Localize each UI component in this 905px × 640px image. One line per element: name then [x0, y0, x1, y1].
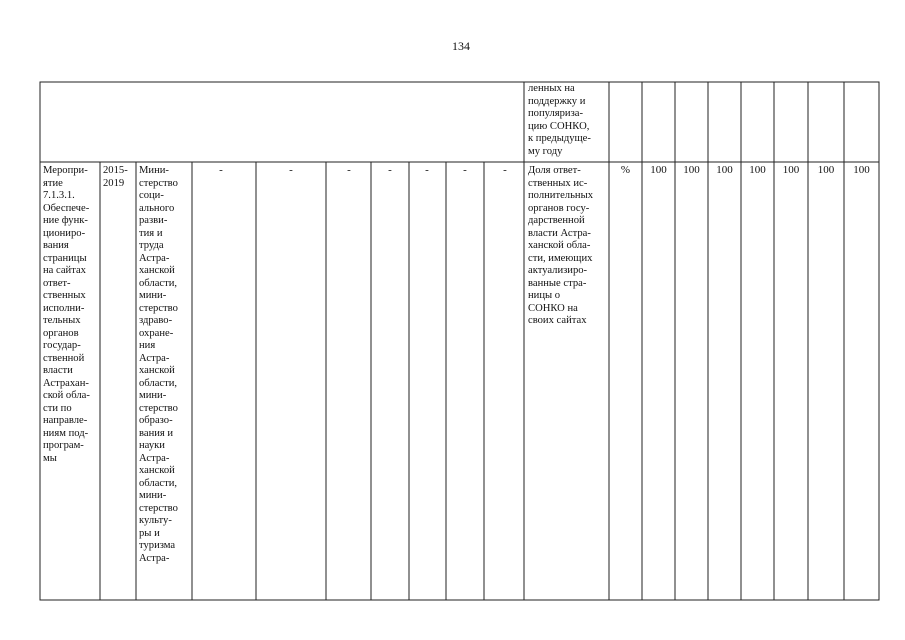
value-cell: 100 — [716, 164, 733, 176]
page-number: 134 — [452, 39, 470, 53]
funding-cell: - — [289, 164, 293, 176]
unit-cell: % — [620, 164, 631, 176]
activity-period: 2015- 2019 — [103, 165, 128, 189]
value-cell: 100 — [683, 164, 700, 176]
funding-cell: - — [463, 164, 467, 176]
funding-cell: - — [503, 164, 507, 176]
value-cell: 100 — [650, 164, 667, 176]
activity-executor: Мини- стерство соци- ального разви- тия и труда Астра- ханской области, мини- стерство здраво- охране- ния Астра- ханской области, мини- стерство образо- вания и науки Астра- ханской области, мини- стерство культу- ры и туризма Астра- — [139, 165, 178, 564]
activity-name: Меропри- ятие 7.1.3.1. Обеспече- ние функ- циониро- вания страницы на сайтах ответ- ственных исполни- тельных органов государ- ственной власти Астрахан- ской обла- сти по направле- ниям под- програм- мы — [43, 165, 90, 464]
funding-cell: - — [425, 164, 429, 176]
funding-cell: - — [219, 164, 223, 176]
value-cell: 100 — [817, 164, 835, 176]
funding-cell: - — [347, 164, 351, 176]
funding-cell: - — [388, 164, 392, 176]
indicator-text: Доля ответ- ственных ис- полнительных органов госу- дарственной власти Астра- ханской обла- сти, имеющих актуализиро- ванные стра- ницы о СОНКО на своих сайтах — [528, 165, 593, 326]
value-cell: 100 — [853, 164, 870, 176]
value-cell: 100 — [782, 164, 800, 176]
continued-indicator-text: ленных на поддержку и популяриза- цию СОНКО, к предыдуще- му году — [528, 83, 591, 157]
value-cell: 100 — [749, 164, 766, 176]
